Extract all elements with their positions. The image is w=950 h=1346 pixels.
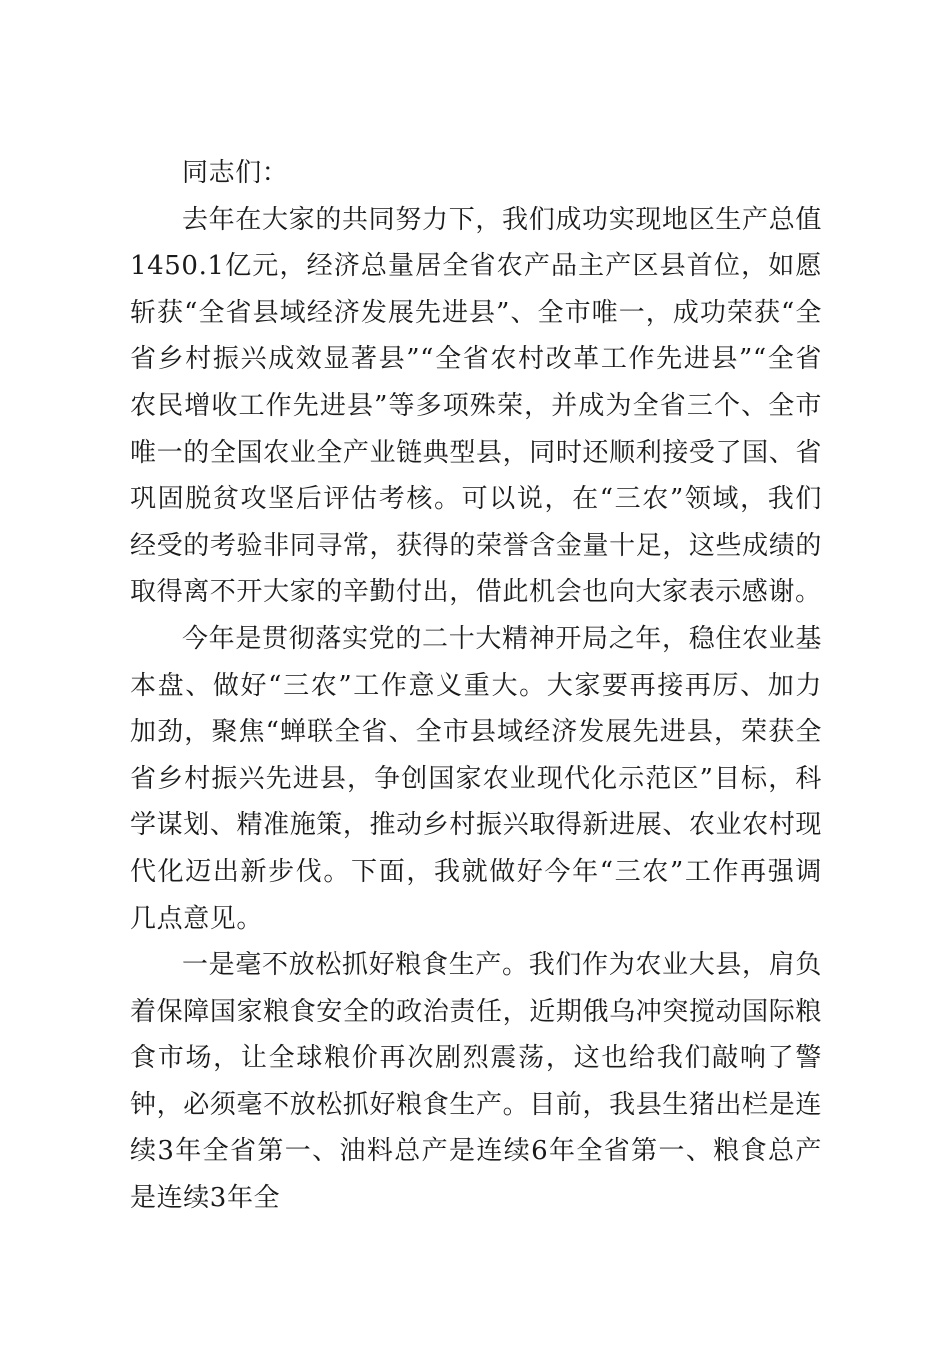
paragraph-grain-production: 一是毫不放松抓好粮食生产。我们作为农业大县，肩负着保障国家粮食安全的政治责任，近期俄乌冲突搅动国际粮食市场，让全球粮价再次剧烈震荡，这也给我们敲响了警钟，必须毫不放松抓好粮食生产。目前，我县生猪出栏是连续3年全省第一、油料总产是连续6年全省第一、粮食总产是连续3年全: [130, 950, 822, 1214]
document-body: [130, 150, 822, 1222]
greeting: 同志们：: [182, 158, 289, 188]
paragraph-goals: 今年是贯彻落实党的二十大精神开局之年，稳住农业基本盘、做好“三农”工作意义重大。大家要再接再厉、加力加劲，聚焦“蝉联全省、全市县域经济发展先进县，荣获全省乡村振兴先进县，争创国家农业现代化示范区”目标，科学谋划、精准施策，推动乡村振兴取得新进展、农业农村现代化迈出新步伐。下面，我就做好今年“三农”工作再强调几点意见。: [130, 623, 822, 934]
paragraph-review: 去年在大家的共同努力下，我们成功实现地区生产总值1450.1亿元，经济总量居全省农产品主产区县首位，如愿斩获“全省县域经济发展先进县”、全市唯一，成功荣获“全省乡村振兴成效显著县”“全省农村改革工作先进县”“全省农民增收工作先进县”等多项殊荣，并成为全省三个、全市唯一的全国农业全产业链典型县，同时还顺利接受了国、省巩固脱贫攻坚后评估考核。可以说，在“三农”领域，我们经受的考验非同寻常，获得的荣誉含金量十足，这些成绩的取得离不开大家的辛勤付出，借此机会也向大家表示感谢。: [130, 204, 822, 608]
